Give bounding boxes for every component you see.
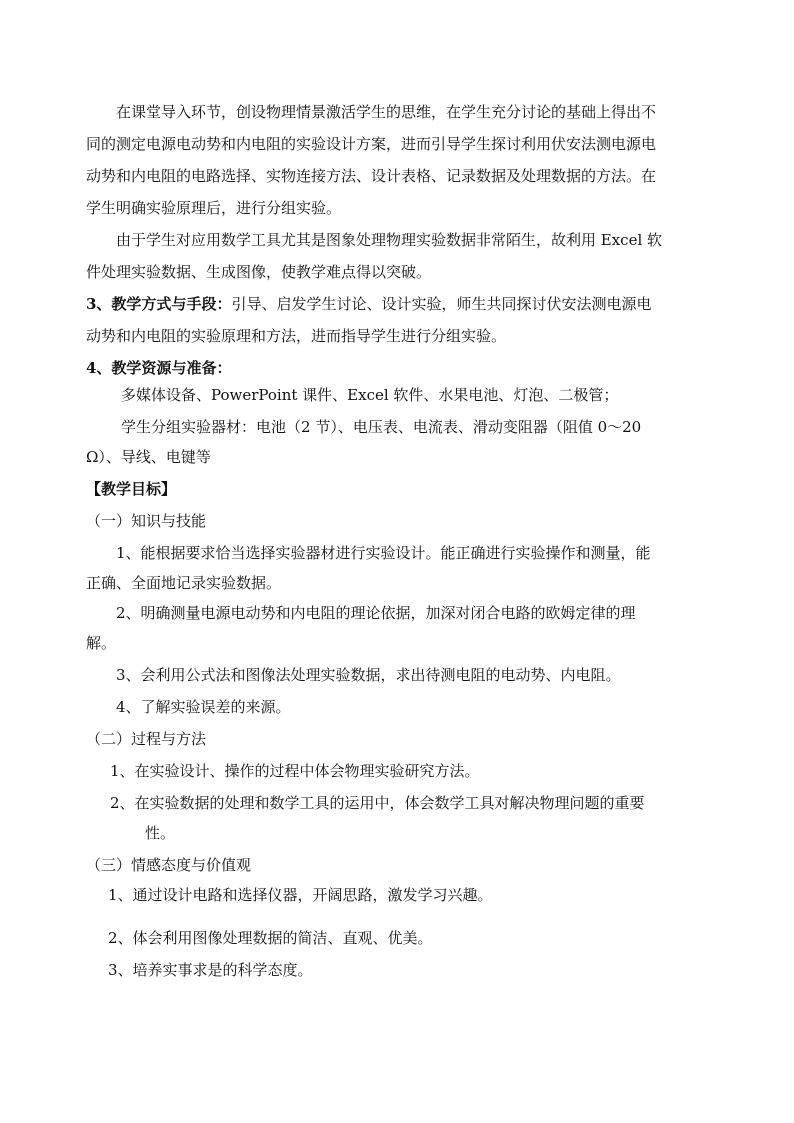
part-2-item-2-line-1: 2、在实验数据的处理和数学工具的运用中，体会数学工具对解决物理问题的重要	[110, 794, 645, 812]
part-2-item-2-line-2: 性。	[145, 824, 176, 842]
objectives-heading: 【教学目标】	[86, 480, 177, 498]
section-4-resources: 多媒体设备、PowerPoint 课件、Excel 软件、水果电池、灯泡、二极管；	[121, 386, 619, 404]
intro-paragraph-1-line-1: 在课堂导入环节，创设物理情景激活学生的思维，在学生充分讨论的基础上得出不	[116, 103, 657, 121]
intro-paragraph-2-line-2: 件处理实验数据、生成图像，使教学难点得以突破。	[86, 263, 432, 281]
section-4-equipment-line-1: 学生分组实验器材：电池（2 节）、电压表、电流表、滑动变阻器（阻值 0～20	[121, 418, 642, 436]
part-2-item-1: 1、在实验设计、操作的过程中体会物理实验研究方法。	[110, 762, 480, 780]
intro-paragraph-1-line-3: 动势和内电阻的电路选择、实物连接方法、设计表格、记录数据及处理数据的方法。在	[86, 167, 657, 185]
part-1-item-1-line-1: 1、能根据要求恰当选择实验器材进行实验设计。能正确进行实验操作和测量，能	[116, 544, 651, 562]
section-3-heading: 3、教学方式与手段：	[86, 295, 232, 313]
part-1-item-2-line-1: 2、明确测量电源电动势和内电阻的理论依据，加深对闭合电路的欧姆定律的理	[116, 604, 636, 622]
intro-paragraph-1-line-4: 学生明确实验原理后，进行分组实验。	[86, 199, 342, 217]
intro-paragraph-2-line-1: 由于学生对应用数学工具尤其是图象处理物理实验数据非常陌生，故利用 Excel 软	[116, 231, 663, 249]
section-3-line-1	[86, 294, 651, 314]
part-3-item-3: 3、培养实事求是的科学态度。	[108, 961, 313, 979]
part-3-item-1: 1、通过设计电路和选择仪器，开阔思路，激发学习兴趣。	[108, 886, 493, 904]
part-3-heading: （三）情感态度与价值观	[86, 856, 252, 874]
section-4-heading: 4、教学资源与准备：	[86, 359, 232, 377]
part-1-item-1-line-2: 正确、全面地记录实验数据。	[86, 574, 282, 592]
intro-paragraph-1-line-2: 同的测定电源电动势和内电阻的实验设计方案，进而引导学生探讨利用伏安法测电源电	[86, 135, 657, 153]
section-3-line-2: 动势和内电阻的实验原理和方法，进而指导学生进行分组实验。	[86, 327, 507, 345]
section-3-text: 引导、启发学生讨论、设计实验，师生共同探讨伏安法测电源电	[231, 295, 652, 313]
part-1-item-3: 3、会利用公式法和图像法处理实验数据，求出待测电阻的电动势、内电阻。	[116, 666, 621, 684]
part-1-heading: （一）知识与技能	[86, 512, 207, 530]
part-1-item-2-line-2: 解。	[86, 634, 117, 652]
section-4-equipment-line-2: Ω）、导线、电键等	[86, 448, 211, 466]
part-2-heading: （二）过程与方法	[86, 730, 207, 748]
part-1-item-4: 4、了解实验误差的来源。	[116, 698, 291, 716]
part-3-item-2: 2、体会利用图像处理数据的简洁、直观、优美。	[108, 929, 433, 947]
